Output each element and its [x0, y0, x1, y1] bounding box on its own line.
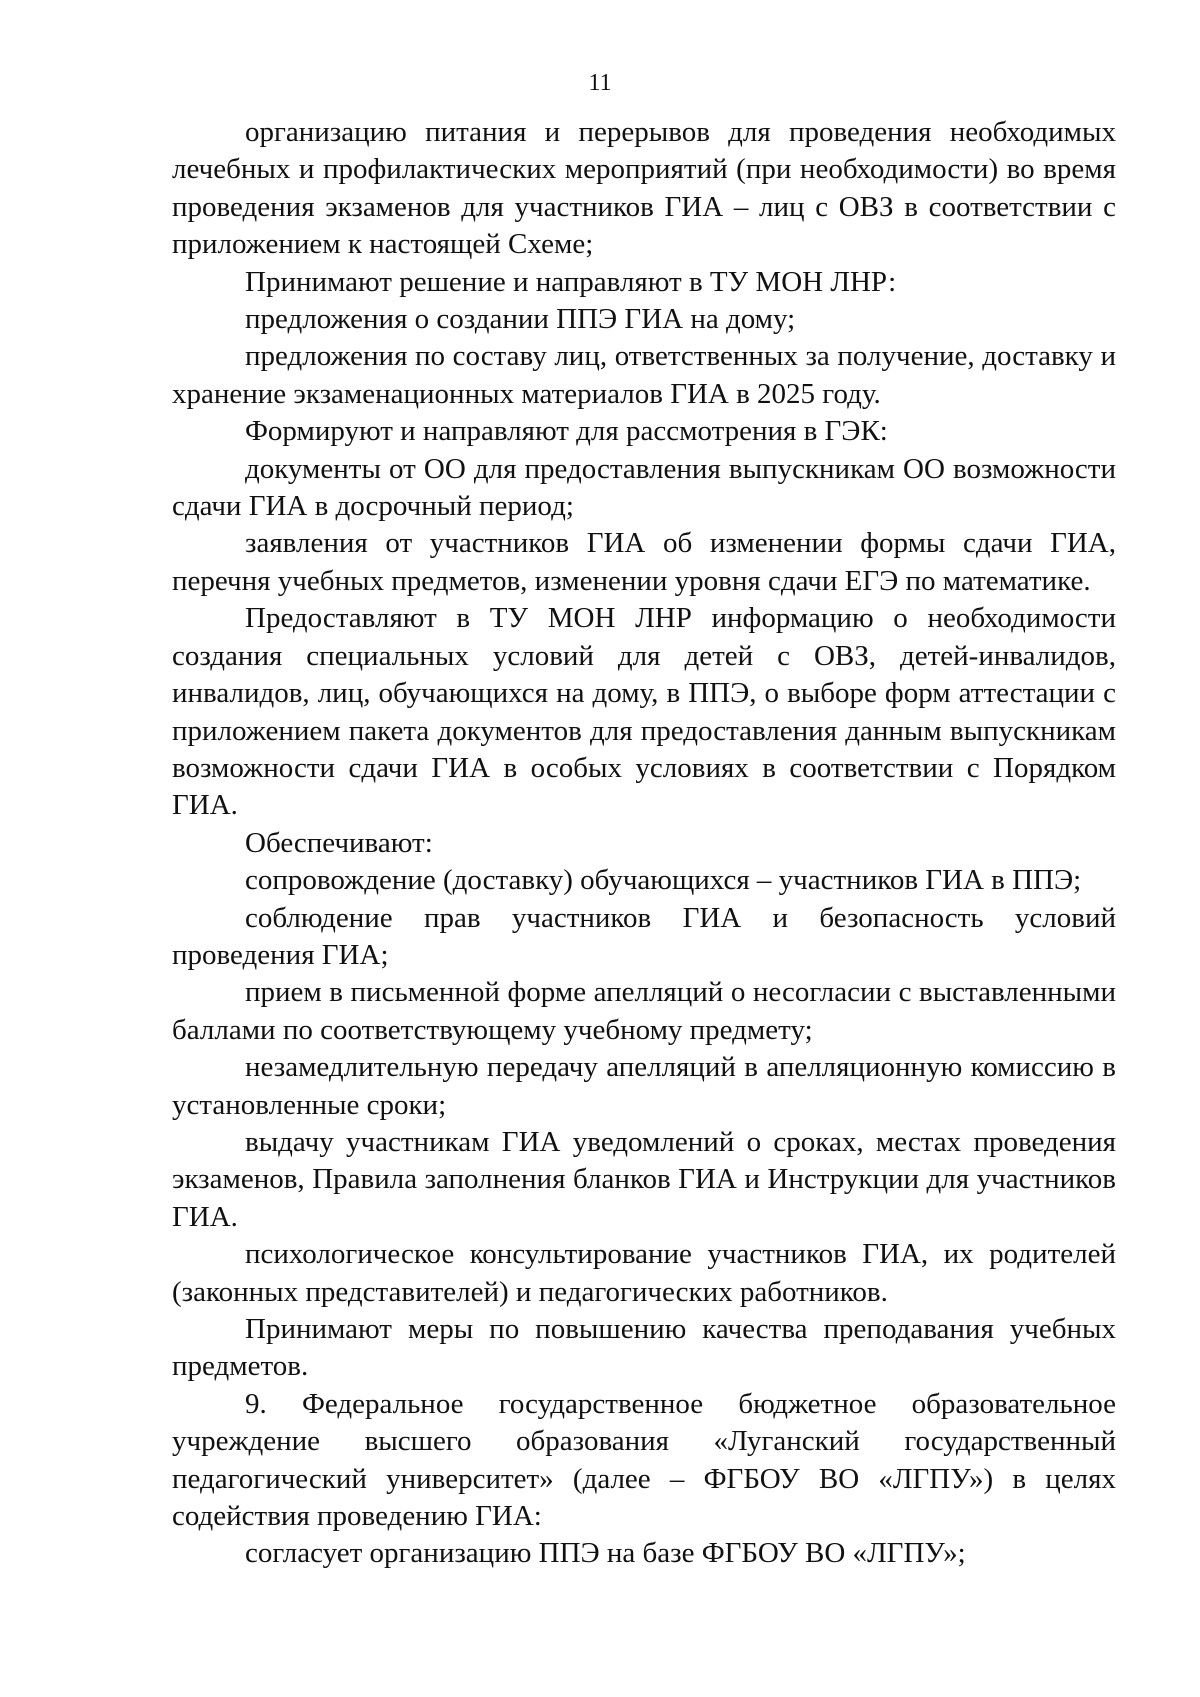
paragraph-escort-students: сопровождение (доставку) обучающихся – участников ГИА в ППЭ; — [245, 864, 1082, 897]
paragraph-early-period-documents: документы от ОО для предоставления выпускникам ОО возможности сдачи ГИА в досрочный период; — [172, 452, 1116, 523]
paragraph-decide-and-send: Принимают решение и направляют в ТУ МОН ЛНР: — [245, 265, 897, 298]
paragraph-catering-breaks: организацию питания и перерывов для проведения необходимых лечебных и профилактических мероприятий (при необходимости) во время проведения экзаменов для участников ГИА – лиц с ОВЗ в соответствии с приложением к настоящей Схеме; — [172, 116, 1116, 261]
paragraph-form-change-applications: заявления от участников ГИА об изменении формы сдачи ГИА, перечня учебных предметов, изменении уровня сдачи ЕГЭ по математике. — [172, 527, 1116, 597]
paragraph-written-appeals: прием в письменной форме апелляций о несогласии с выставленными баллами по соответствующему учебному предмету; — [172, 976, 1116, 1046]
paragraph-university-section: 9. Федеральное государственное бюджетное образовательное учреждение высшего образования «Луганский государственный педагогический университет» (далее – ФГБОУ ВО «ЛГПУ») в целях содействия проведению ГИА: — [172, 1387, 1116, 1533]
page-number: 11 — [588, 70, 612, 96]
paragraph-special-conditions-info: Предоставляют в ТУ МОН ЛНР информацию о необходимости создания специальных условий для детей с ОВЗ, детей-инвалидов, инвалидов, лиц, обучающихся на дому, в ППЭ, о выборе форм аттестации с приложением пакета документов для предоставления данным выпускникам возможности сдачи ГИА в особых условиях в соответствии с Порядком ГИА. — [172, 602, 1116, 822]
paragraph-rights-and-safety: соблюдение прав участников ГИА и безопасность условий проведения ГИА; — [172, 901, 1116, 971]
document-body — [172, 114, 1116, 1573]
paragraph-university-ppe: согласует организацию ППЭ на базе ФГБОУ ВО «ЛГПУ»; — [245, 1537, 966, 1570]
paragraph-ensure: Обеспечивают: — [245, 826, 433, 859]
paragraph-psychological-counseling: психологическое консультирование участников ГИА, их родителей (законных представителей) и педагогических работников. — [172, 1238, 1116, 1308]
paragraph-appeal-transfer: незамедлительную передачу апелляций в апелляционную комиссию в установленные сроки; — [172, 1051, 1116, 1121]
paragraph-teaching-quality: Принимают меры по повышению качества преподавания учебных предметов. — [172, 1313, 1116, 1383]
paragraph-notifications: выдачу участникам ГИА уведомлений о сроках, местах проведения экзаменов, Правила заполнения бланков ГИА и Инструкции для участников ГИА. — [172, 1125, 1116, 1233]
paragraph-responsible-persons: предложения по составу лиц, ответственных за получение, доставку и хранение экзаменационных материалов ГИА в 2025 году. — [172, 340, 1116, 410]
paragraph-home-ppe-proposals: предложения о создании ППЭ ГИА на дому; — [245, 303, 796, 336]
paragraph-form-for-gek: Формируют и направляют для рассмотрения в ГЭК: — [245, 415, 888, 448]
